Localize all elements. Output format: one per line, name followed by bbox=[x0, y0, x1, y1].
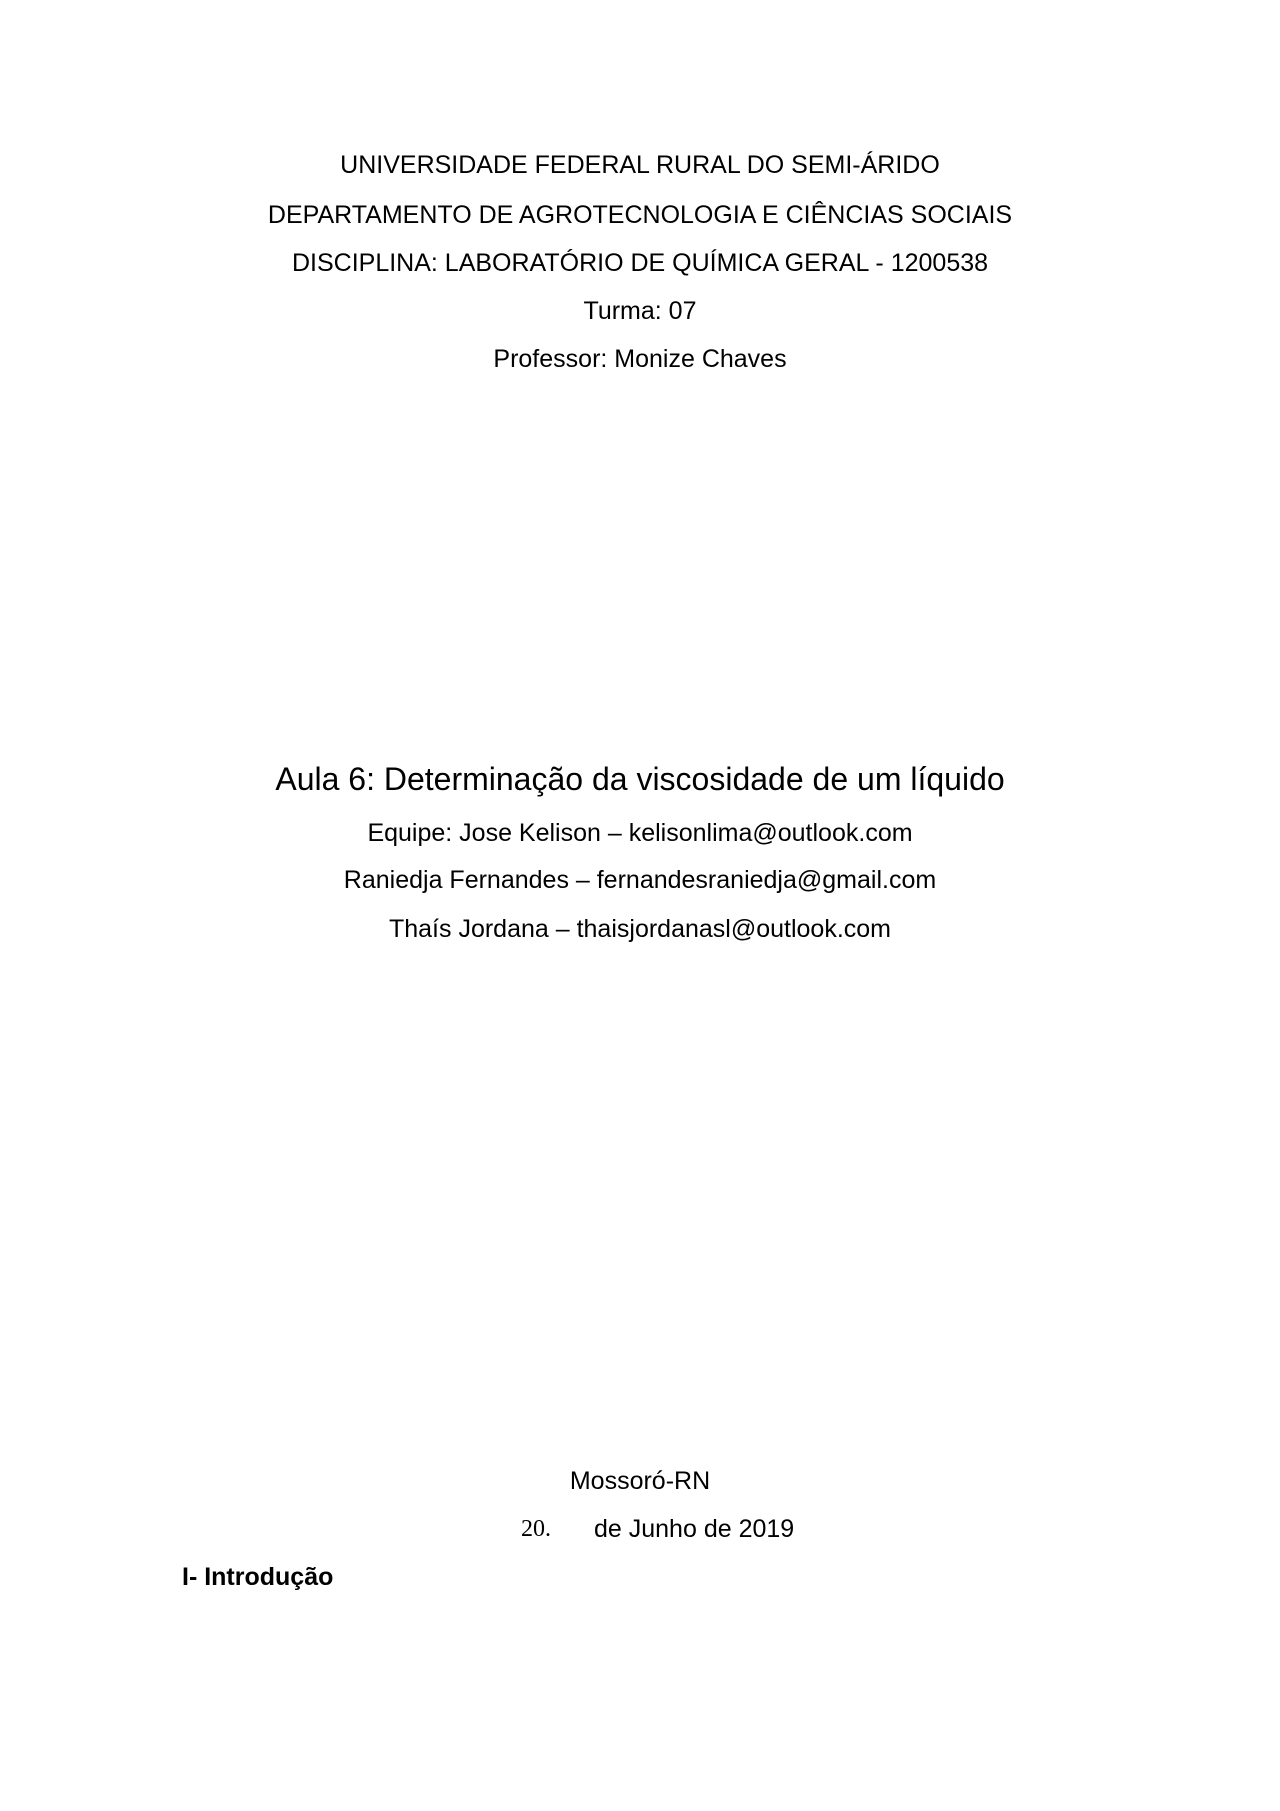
university-name: UNIVERSIDADE FEDERAL RURAL DO SEMI-ÁRIDO bbox=[340, 151, 940, 179]
team-member-3: Thaís Jordana – thaisjordanasl@outlook.com bbox=[388, 915, 892, 943]
team-member-1: Equipe: Jose Kelison – kelisonlima@outlook.com bbox=[367, 819, 913, 847]
team-member-2: Raniedja Fernandes – fernandesraniedja@gmail.com bbox=[343, 866, 937, 894]
class-number: Turma: 07 bbox=[583, 297, 697, 325]
location: Mossoró-RN bbox=[569, 1467, 711, 1495]
date-month-year: de Junho de 2019 bbox=[594, 1515, 795, 1543]
date-day: 20. bbox=[521, 1516, 551, 1542]
department-name: DEPARTAMENTO DE AGROTECNOLOGIA E CIÊNCIAS SOCIAIS bbox=[267, 201, 1013, 229]
discipline-name: DISCIPLINA: LABORATÓRIO DE QUÍMICA GERAL - 1200538 bbox=[291, 249, 989, 277]
document-title: Aula 6: Determinação da viscosidade de um líquido bbox=[275, 761, 1005, 797]
section-heading-introduction: I- Introdução bbox=[182, 1563, 334, 1591]
professor-name: Professor: Monize Chaves bbox=[493, 345, 787, 373]
